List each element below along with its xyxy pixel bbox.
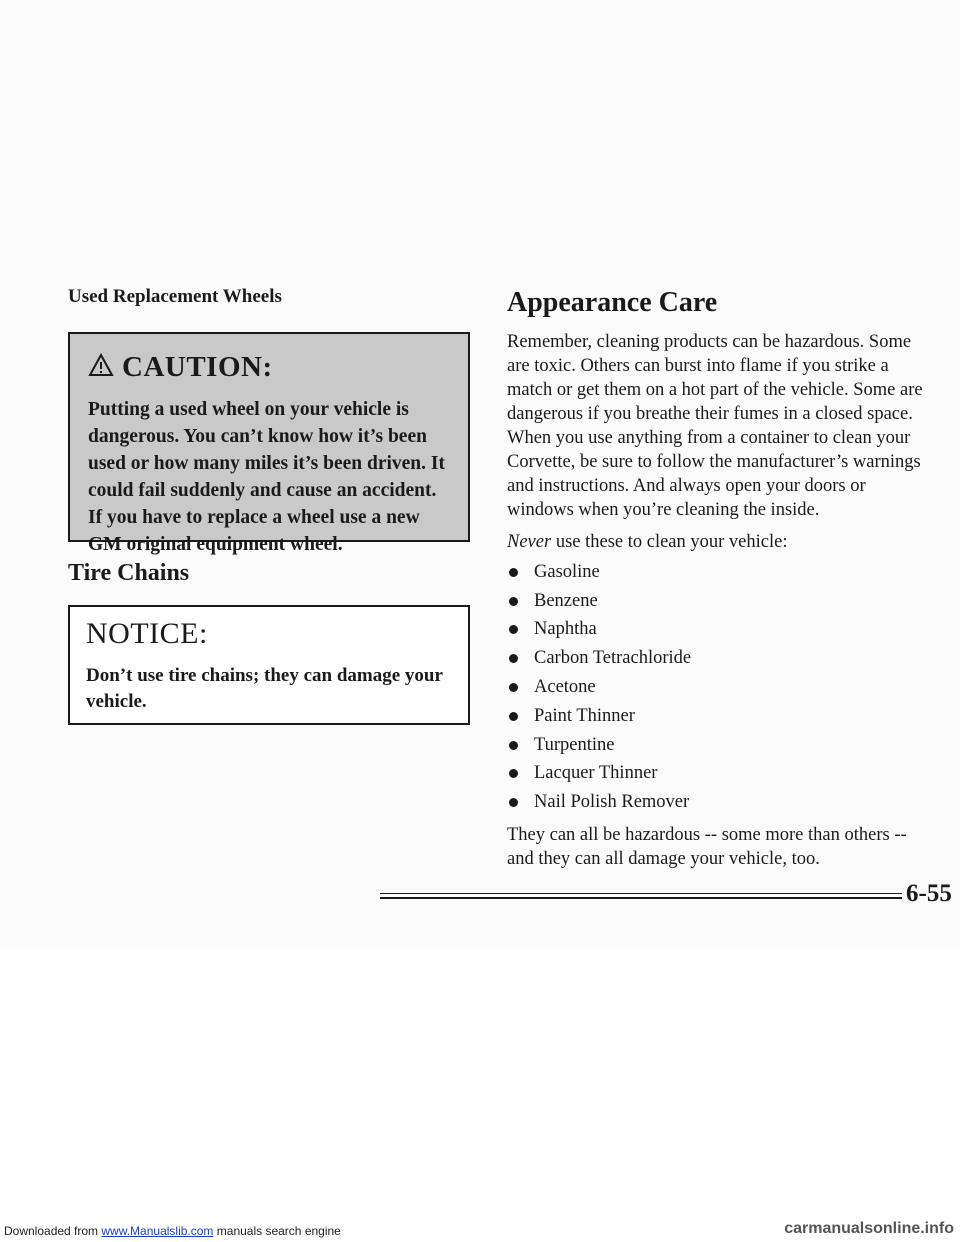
solvent-list	[507, 558, 927, 817]
used-wheels-heading: Used Replacement Wheels	[68, 286, 282, 307]
bullet-icon	[509, 741, 518, 750]
page-number: 6-55	[906, 880, 952, 907]
list-item: Paint Thinner	[507, 702, 927, 731]
list-item: Naphtha	[507, 616, 927, 645]
notice-text: Don’t use tire chains; they can damage your vehicle.	[86, 665, 443, 712]
list-item: Carbon Tetrachloride	[507, 644, 927, 673]
caution-text: Putting a used wheel on your vehicle is dangerous. You can’t know how it’s been used or how many miles it’s been driven. It could fail suddenly and cause an accident. If you have to replace a wheel use a new GM original equipment wheel.	[88, 399, 445, 555]
left-column	[68, 286, 478, 725]
bullet-icon	[509, 597, 518, 606]
bullet-icon	[509, 568, 518, 577]
footer-rule-thick	[380, 897, 902, 899]
list-item: Nail Polish Remover	[507, 788, 927, 817]
bullet-icon	[509, 625, 518, 634]
right-column	[507, 284, 927, 871]
closing-paragraph: They can all be hazardous -- some more than others -- and they can all damage your vehicle, too.	[507, 825, 907, 870]
download-notice: Downloaded from www.Manualslib.com manuals search engine	[4, 1224, 341, 1238]
footer-rule-thin	[380, 893, 902, 894]
notice-title: NOTICE:	[86, 617, 208, 650]
bullet-icon	[509, 683, 518, 692]
caution-header	[88, 348, 450, 386]
bullet-icon	[509, 769, 518, 778]
list-item: Turpentine	[507, 731, 927, 760]
bullet-icon	[509, 654, 518, 663]
cleaning-warning-paragraph: Remember, cleaning products can be hazardous. Some are toxic. Others can burst into flame if you strike a match or get them on a hot part of the vehicle. Some are dangerous if you breathe their fumes in a closed space. When you use anything from a container to clean your Corvette, be sure to follow the manufacturer’s warnings and instructions. And always open your doors or windows when you’re cleaning the inside.	[507, 332, 923, 520]
tire-chains-heading: Tire Chains	[68, 560, 190, 586]
notice-box	[68, 605, 470, 725]
list-item: Lacquer Thinner	[507, 760, 927, 789]
caution-title: CAUTION:	[122, 350, 273, 383]
never-emphasis: Never	[507, 532, 552, 552]
never-use-lead	[507, 530, 927, 554]
never-use-text: use these to clean your vehicle:	[551, 532, 788, 552]
watermark-text: carmanualsonline.info	[784, 1220, 954, 1237]
download-footer	[0, 1220, 960, 1240]
caution-box	[68, 332, 470, 555]
manualslib-link[interactable]: www.Manualslib.com	[101, 1224, 214, 1238]
bullet-icon	[509, 712, 518, 721]
list-item: Gasoline	[507, 558, 927, 587]
bullet-icon	[509, 798, 518, 807]
list-item: Benzene	[507, 587, 927, 616]
warning-triangle-icon	[88, 353, 114, 382]
list-item: Acetone	[507, 673, 927, 702]
appearance-care-heading: Appearance Care	[507, 287, 718, 318]
